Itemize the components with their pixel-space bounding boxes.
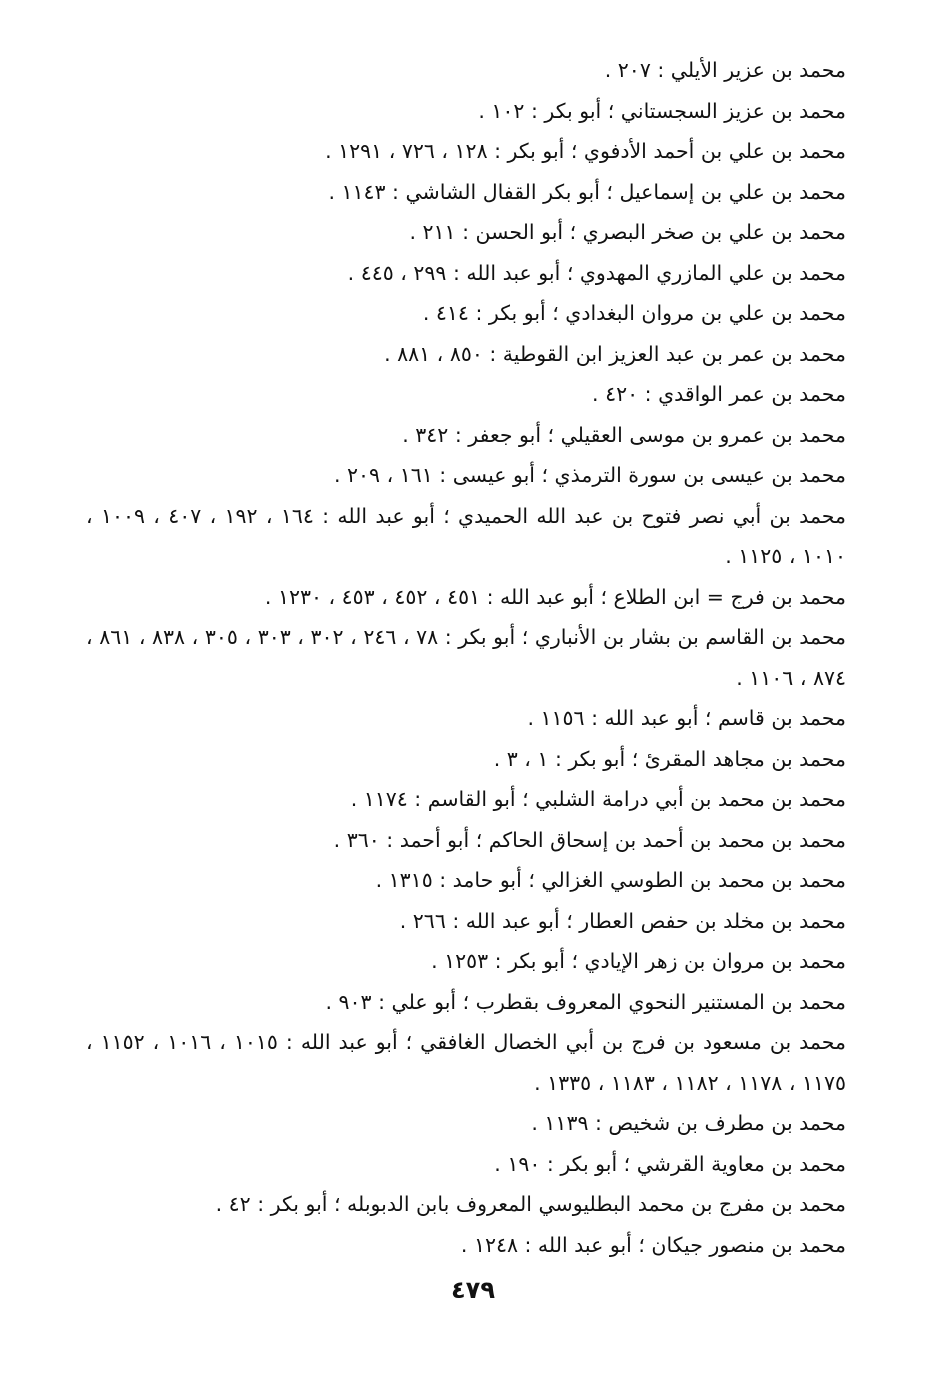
index-entry: محمد بن محمد بن أبي درامة الشلبي ؛ أبو القاسم : ١١٧٤ . — [350, 787, 846, 811]
index-entry: محمد بن مجاهد المقرئ ؛ أبو بكر : ١ ، ٣ . — [493, 746, 846, 771]
index-entry: محمد بن علي بن صخر البصري ؛ أبو الحسن : ٢١١ . — [409, 220, 846, 244]
index-entry: محمد بن مخلد بن حفص العطار ؛ أبو عبد الله : ٢٦٦ . — [399, 908, 846, 933]
index-entry: محمد بن محمد بن أحمد بن إسحاق الحاكم ؛ أبو أحمد : ٣٦٠ . — [333, 827, 846, 852]
index-entry: محمد بن المستنير النحوي المعروف بقطرب ؛ أبو علي : ٩٠٣ . — [325, 989, 846, 1014]
index-entry: محمد بن عيسى بن سورة الترمذي ؛ أبو عيسى : ١٦١ ، ٢٠٩ . — [333, 463, 846, 487]
index-entry: محمد بن مسعود بن فرج بن أبي الخصال الغافقي ؛ أبو عبد الله : ١٠١٥ ، ١٠١٦ ، ١١٥٢ ، ١١٧٥ ، ١١٧٨ ، ١١٨٢ ، ١١٨٣ ، ١٣٣٥ . — [86, 1030, 846, 1095]
index-entry: محمد بن قاسم ؛ أبو عبد الله : ١١٥٦ . — [527, 706, 846, 730]
index-entry: محمد بن عزيز السجستاني ؛ أبو بكر : ١٠٢ . — [478, 98, 846, 123]
index-entries — [86, 50, 846, 1265]
index-entry: محمد بن عمر الواقدي : ٤٢٠ . — [592, 382, 846, 406]
index-entry: محمد بن علي بن أحمد الأدفوي ؛ أبو بكر : ١٢٨ ، ٧٢٦ ، ١٢٩١ . — [325, 139, 846, 163]
index-entry: محمد بن أبي نصر فتوح بن عبد الله الحميدي ؛ أبو عبد الله : ١٦٤ ، ١٩٢ ، ٤٠٧ ، ١٠٠٩ ، ١٠١٠ ، ١١٢٥ . — [86, 503, 847, 568]
index-entry: محمد بن القاسم بن بشار بن الأنباري ؛ أبو بكر : ٧٨ ، ٢٤٦ ، ٣٠٢ ، ٣٠٣ ، ٣٠٥ ، ٨٣٨ ، ٨٦١ ، ٨٧٤ ، ١١٠٦ . — [86, 625, 847, 690]
index-entry: محمد بن عمر بن عبد العزيز ابن القوطية : ٨٥٠ ، ٨٨١ . — [384, 341, 846, 366]
index-entry: محمد بن محمد بن الطوسي الغزالي ؛ أبو حامد : ١٣١٥ . — [375, 868, 846, 892]
index-entry: محمد بن مطرف بن شخيص : ١١٣٩ . — [531, 1111, 846, 1135]
index-entry: محمد بن علي بن إسماعيل ؛ أبو بكر القفال الشاشي : ١١٤٣ . — [328, 179, 846, 204]
index-entry: محمد بن عمرو بن موسى العقيلي ؛ أبو جعفر : ٣٤٢ . — [402, 422, 846, 447]
index-entry: محمد بن منصور جيكان ؛ أبو عبد الله : ١٢٤٨ . — [460, 1232, 846, 1257]
index-entry: محمد بن مروان بن زهر الإيادي ؛ أبو بكر : ١٢٥٣ . — [431, 949, 846, 973]
index-entry: محمد بن مفرج بن محمد البطليوسي المعروف بابن الدبوبله ؛ أبو بكر : ٤٢ . — [215, 1192, 846, 1216]
index-entry: محمد بن علي بن مروان البغدادي ؛ أبو بكر : ٤١٤ . — [422, 301, 846, 325]
index-entry: محمد بن معاوية القرشي ؛ أبو بكر : ١٩٠ . — [494, 1151, 846, 1176]
index-entry: محمد بن عزير الأيلي : ٢٠٧ . — [604, 58, 846, 82]
page-number: ٤٧٩ — [451, 1276, 495, 1304]
index-entry: محمد بن علي المازري المهدوي ؛ أبو عبد الله : ٢٩٩ ، ٤٤٥ . — [347, 260, 846, 285]
index-entry: محمد بن فرج = ابن الطلاع ؛ أبو عبد الله : ٤٥١ ، ٤٥٢ ، ٤٥٣ ، ١٢٣٠ . — [264, 584, 846, 609]
